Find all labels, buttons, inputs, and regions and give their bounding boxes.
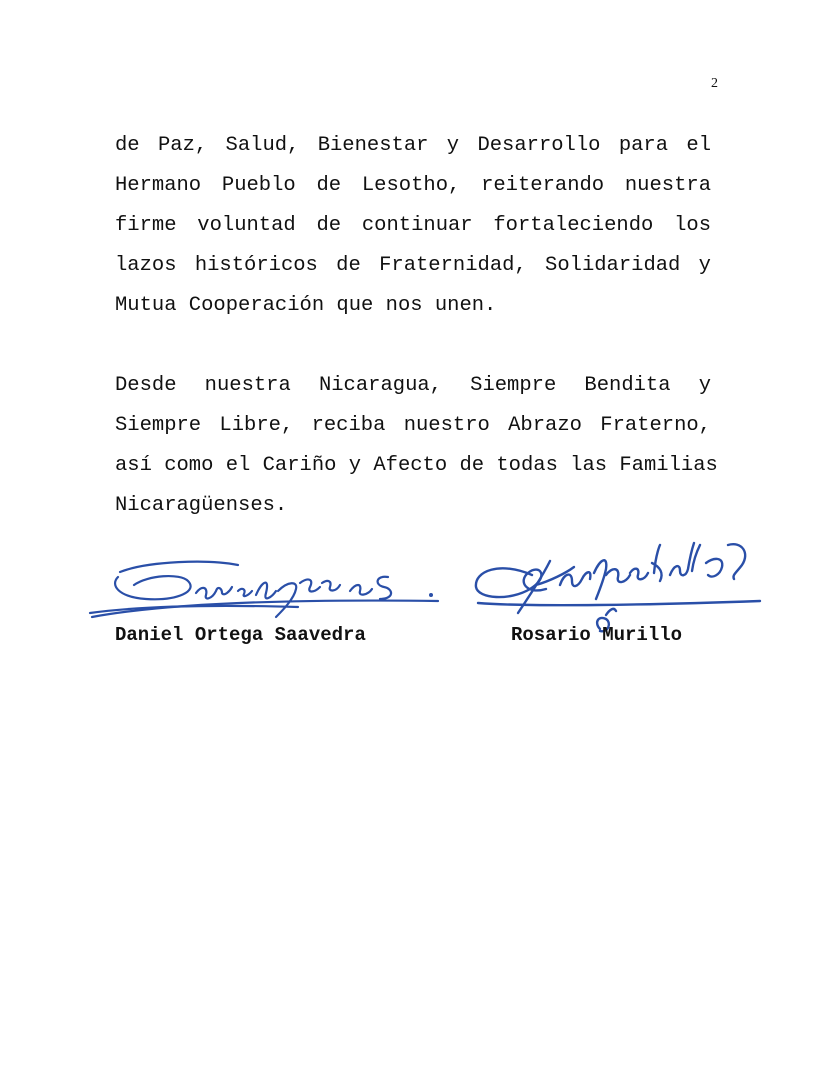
- paragraph-line: de Paz, Salud, Bienestar y Desarrollo para el: [115, 134, 711, 157]
- body-paragraph: [115, 366, 718, 526]
- signature-ortega-image: [88, 555, 440, 625]
- signer-name-murillo: Rosario Murillo: [511, 624, 683, 646]
- signer-name-ortega: Daniel Ortega Saavedra: [115, 624, 366, 646]
- paragraph-line: Desde nuestra Nicaragua, Siempre Bendita y: [115, 374, 711, 397]
- paragraph-line: Nicaragüenses.: [115, 494, 288, 517]
- paragraph-line: lazos históricos de Fraternidad, Solidaridad y: [115, 254, 711, 277]
- page-number: 2: [711, 76, 718, 91]
- paragraph-line: firme voluntad de continuar fortaleciendo los: [115, 214, 711, 237]
- paragraph-line: Hermano Pueblo de Lesotho, reiterando nuestra: [115, 174, 711, 197]
- paragraph-line: Siempre Libre, reciba nuestro Abrazo Fraterno,: [115, 414, 711, 437]
- paragraph-line: así como el Cariño y Afecto de todas las Familias: [115, 454, 718, 477]
- body-paragraph: [115, 126, 711, 326]
- paragraph-line: Mutua Cooperación que nos unen.: [115, 294, 497, 317]
